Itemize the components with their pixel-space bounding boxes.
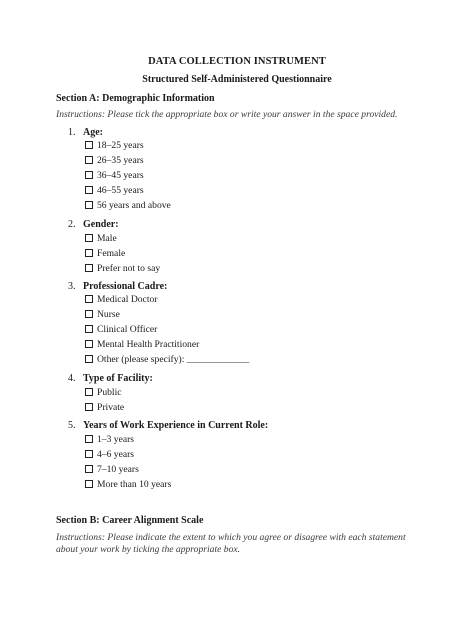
checkbox[interactable] <box>85 355 93 363</box>
option-label: 4–6 years <box>97 449 135 460</box>
option-label: Other (please specify): _____________ <box>97 354 250 365</box>
section-a-heading: Section A: Demographic Information <box>56 93 215 104</box>
checkbox[interactable] <box>85 450 93 458</box>
question-cadre <box>68 281 167 292</box>
option-label: 46–55 years <box>97 185 144 196</box>
checkbox[interactable] <box>85 264 93 272</box>
option-cadre-nurse[interactable] <box>85 309 120 321</box>
section-b-instructions: Instructions: Please indicate the extent to which you agree or disagree with each statement about your work by ticking the appropriate box. <box>56 532 406 555</box>
checkbox[interactable] <box>85 186 93 194</box>
option-gender-female[interactable] <box>85 248 125 260</box>
question-gender <box>68 219 119 230</box>
section-a-instructions: Instructions: Please tick the appropriate box or write your answer in the space provided. <box>56 109 398 120</box>
checkbox[interactable] <box>85 171 93 179</box>
option-cadre-other[interactable] <box>85 354 249 366</box>
option-label: More than 10 years <box>97 479 172 490</box>
option-label: Medical Doctor <box>97 294 158 305</box>
option-label: 56 years and above <box>97 200 171 211</box>
checkbox[interactable] <box>85 295 93 303</box>
checkbox[interactable] <box>85 201 93 209</box>
question-number: 5. <box>68 420 76 431</box>
document-subtitle: Structured Self-Administered Questionnaire <box>142 74 332 85</box>
checkbox[interactable] <box>85 234 93 242</box>
option-label: Clinical Officer <box>97 324 158 335</box>
question-label: Years of Work Experience in Current Role: <box>83 420 269 431</box>
option-cadre-mental-health[interactable] <box>85 339 199 351</box>
option-experience-4-6[interactable] <box>85 449 134 461</box>
checkbox[interactable] <box>85 465 93 473</box>
option-label: Female <box>97 248 126 259</box>
checkbox[interactable] <box>85 403 93 411</box>
option-age-18-25[interactable] <box>85 140 144 152</box>
option-facility-private[interactable] <box>85 402 124 414</box>
option-label: Male <box>97 233 117 244</box>
document-title: DATA COLLECTION INSTRUMENT <box>148 56 326 67</box>
option-age-26-35[interactable] <box>85 155 144 167</box>
checkbox[interactable] <box>85 480 93 488</box>
option-label: 7–10 years <box>97 464 139 475</box>
question-label: Type of Facility: <box>83 373 153 384</box>
checkbox[interactable] <box>85 156 93 164</box>
option-gender-prefer-not[interactable] <box>85 263 160 275</box>
question-label: Gender: <box>83 219 119 230</box>
option-experience-10-plus[interactable] <box>85 479 171 491</box>
question-number: 1. <box>68 127 76 138</box>
question-facility <box>68 373 153 384</box>
option-age-56-plus[interactable] <box>85 200 171 212</box>
question-label: Professional Cadre: <box>83 281 168 292</box>
option-label: Public <box>97 387 122 398</box>
option-label: Nurse <box>97 309 120 320</box>
checkbox[interactable] <box>85 325 93 333</box>
option-label: Prefer not to say <box>97 263 161 274</box>
option-label: Private <box>97 402 125 413</box>
option-age-36-45[interactable] <box>85 170 144 182</box>
option-gender-male[interactable] <box>85 233 117 245</box>
checkbox[interactable] <box>85 249 93 257</box>
option-cadre-doctor[interactable] <box>85 294 157 306</box>
checkbox[interactable] <box>85 435 93 443</box>
question-age <box>68 127 103 138</box>
option-experience-7-10[interactable] <box>85 464 139 476</box>
option-label: 26–35 years <box>97 155 144 166</box>
checkbox[interactable] <box>85 388 93 396</box>
checkbox[interactable] <box>85 340 93 348</box>
option-cadre-clinical-officer[interactable] <box>85 324 157 336</box>
question-experience <box>68 420 268 431</box>
question-label: Age: <box>83 127 103 138</box>
option-label: 18–25 years <box>97 140 144 151</box>
question-number: 3. <box>68 281 76 292</box>
option-age-46-55[interactable] <box>85 185 144 197</box>
checkbox[interactable] <box>85 310 93 318</box>
option-experience-1-3[interactable] <box>85 434 134 446</box>
question-number: 4. <box>68 373 76 384</box>
checkbox[interactable] <box>85 141 93 149</box>
option-label: 36–45 years <box>97 170 144 181</box>
option-label: 1–3 years <box>97 434 135 445</box>
question-number: 2. <box>68 219 76 230</box>
section-b-heading: Section B: Career Alignment Scale <box>56 515 204 526</box>
option-label: Mental Health Practitioner <box>97 339 200 350</box>
option-facility-public[interactable] <box>85 387 122 399</box>
